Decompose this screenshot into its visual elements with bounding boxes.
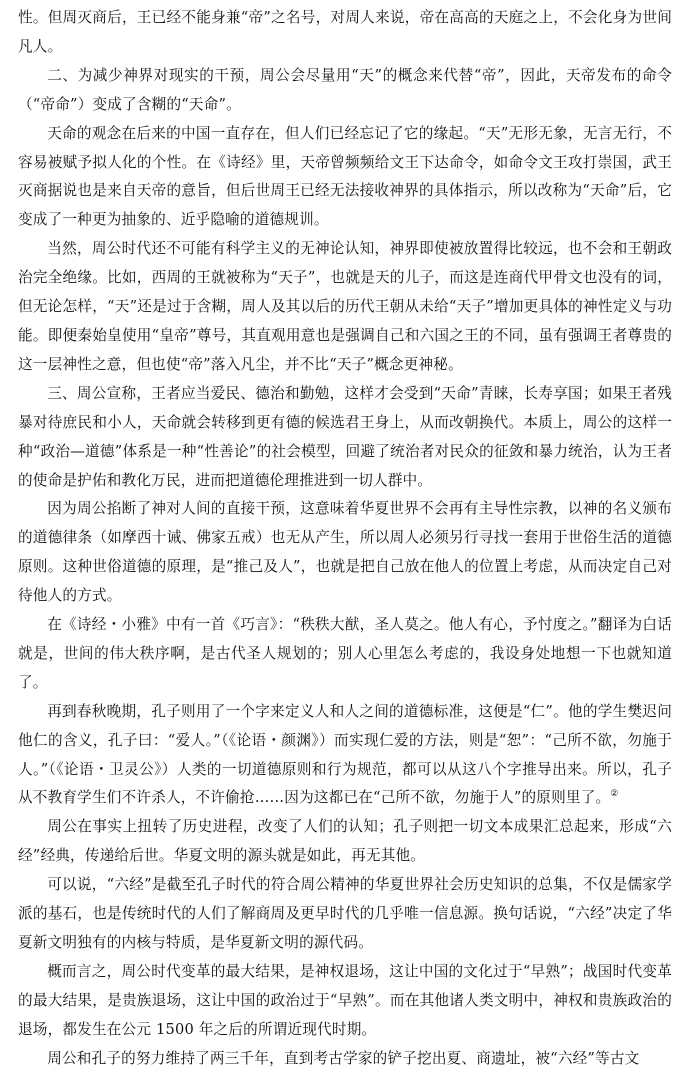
paragraph-5: 三、周公宣称，王者应当爱民、德治和勤勉，这样才会受到“天命”青睐，长寿享国；如果王者残暴对待庶民和小人，天命就会转移到更有德的候选君王身上，从而改朝换代。本质上，周公的这样一种“政治—道德”体系是一种“性善论”的社会模型，回避了统治者对民众的征敛和暴力统治，认为王者的使命是护佑和教化万民，进而把道德伦理推进到一切人群中。 xyxy=(18,384,672,489)
document-page xyxy=(18,4,672,1074)
paragraph-4: 当然，周公时代还不可能有科学主义的无神论认知，神界即使被放置得比较远，也不会和王朝政治完全绝缘。比如，西周的王就被称为“天子”，也就是天的儿子，而这是连商代甲骨文也没有的词，但无论怎样，“天”还是过于含糊，周人及其以后的历代王朝从未给“天子”增加更具体的神性定义与功能。即便秦始皇使用“皇帝”尊号，其直观用意也是强调自己和六国之王的不同，虽有强调王者尊贵的这一层神性之意，但也使“帝”落入凡尘，并不比“天子”概念更神秘。 xyxy=(18,240,672,373)
paragraph-9: 周公在事实上扭转了历史进程，改变了人们的认知；孔子则把一切文本成果汇总起来，形成“六经”经典，传递给后世。华夏文明的源头就是如此，再无其他。 xyxy=(18,818,672,865)
paragraph-11: 概而言之，周公时代变革的最大结果，是神权退场，这让中国的文化过于“早熟”；战国时代变革的最大结果，是贵族退场，这让中国的政治过于“早熟”。而在其他诸人类文明中，神权和贵族政治的退场，都发生在公元 1500 年之后的所谓近现代时期。 xyxy=(18,962,672,1038)
paragraph-8 xyxy=(18,698,672,814)
paragraph-1: 性。但周灭商后，王已经不能身兼“帝”之名号，对周人来说，帝在高高的天庭之上，不会化身为世间凡人。 xyxy=(18,9,672,55)
paragraph-12: 周公和孔子的努力维持了两三千年，直到考古学家的铲子挖出夏、商遗址，被“六经”等古文 xyxy=(47,1049,640,1067)
paragraph-7: 在《诗经・小雅》中有一首《巧言》：“秩秩大猷，圣人莫之。他人有心，予忖度之。”翻译为白话就是，世间的伟大秩序啊，是古代圣人规划的；别人心里怎么考虑的，我设身处地想一下也就知道了。 xyxy=(18,616,672,691)
footnote-marker: ② xyxy=(610,789,619,800)
paragraph-8-text: 再到春秋晚期，孔子则用了一个字来定义人和人之间的道德标准，这便是“仁”。他的学生樊迟问他仁的含义，孔子曰：“爱人。”（《论语・颜渊》）而实现仁爱的方法，则是“恕”：“己所不欲，勿施于人。”（《论语・卫灵公》）人类的一切道德原则和行为规范，都可以从这八个字推导出来。所以，孔子从不教育学生们不许杀人，不许偷抢……因为这都已在“己所不欲，勿施于人”的原则里了。 xyxy=(18,702,672,807)
paragraph-2: 二、为减少神界对现实的干预，周公会尽量用“天”的概念来代替“帝”，因此，天帝发布的命令（“帝命”）变成了含糊的“天命”。 xyxy=(18,66,672,113)
paragraph-10: 可以说，“六经”是截至孔子时代的符合周公精神的华夏世界社会历史知识的总集，不仅是儒家学派的基石，也是传统时代的人们了解商周及更早时代的几乎唯一信息源。换句话说，“六经”决定了华夏新文明独有的内核与特质，是华夏新文明的源代码。 xyxy=(18,876,672,951)
paragraph-3: 天命的观念在后来的中国一直存在，但人们已经忘记了它的缘起。“天”无形无象，无言无行，不容易被赋予拟人化的个性。在《诗经》里，天帝曾频频给文王下达命令，如命令文王攻打崇国，武王灭商据说也是来自天帝的意旨，但后世周王已经无法接收神界的具体指示，所以改称为“天命”后，它变成了一种更为抽象的、近乎隐喻的道德规训。 xyxy=(18,124,672,229)
paragraph-6: 因为周公掐断了神对人间的直接干预，这意味着华夏世界不会再有主导性宗教，以神的名义颁布的道德律条（如摩西十诫、佛家五戒）也无从产生，所以周人必须另行寻找一套用于世俗生活的道德原则。这种世俗道德的原理，是“推己及人”，也就是把自己放在他人的位置上考虑，从而决定自己对待他人的方式。 xyxy=(18,500,672,605)
